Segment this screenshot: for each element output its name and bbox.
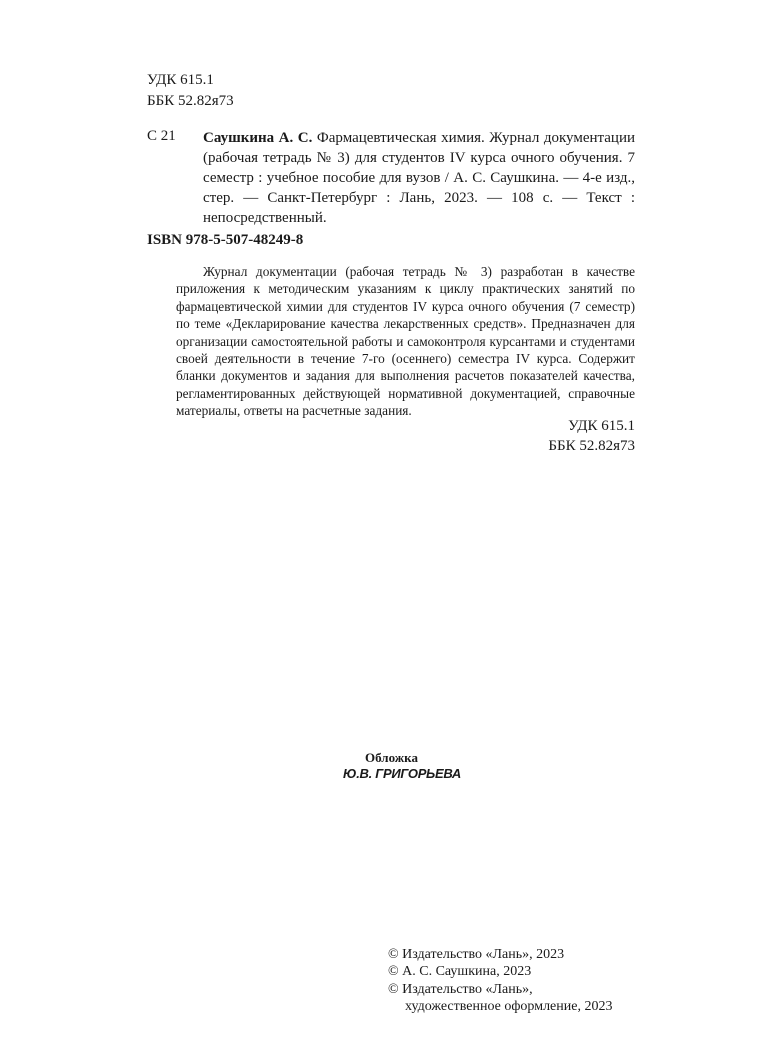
udk-code-right: УДК 615.1	[568, 418, 635, 434]
author-heading: Саушкина А. С.	[203, 130, 313, 146]
copyright-author: © А. С. Саушкина, 2023	[388, 964, 532, 980]
bbk-code: ББК 52.82я73	[147, 93, 234, 109]
classification-codes-right	[548, 416, 635, 456]
bibliographic-description: Фармацевтическая химия. Журнал документации (рабочая тетрадь № 3) для студентов IV курса очного обучения. 7 семестр : учебное пособие для вузов / А. С. Саушкина. — 4-е изд., стер. — Санкт-Петербург : Лань, 2023. — 108 с. — Текст : непосредственный.	[203, 130, 636, 226]
copyright-block	[388, 946, 612, 1016]
udk-code: УДК 615.1	[147, 72, 214, 88]
isbn: ISBN 978-5-507-48249-8	[147, 232, 304, 248]
bibliographic-entry	[203, 128, 635, 228]
copyright-publisher: © Издательство «Лань», 2023	[388, 947, 565, 962]
copyright-design: © Издательство «Лань»,	[388, 981, 533, 997]
cover-label: Обложка	[365, 750, 418, 765]
bbk-code-right: ББК 52.82я73	[548, 438, 635, 454]
cover-artist: Ю.В. ГРИГОРЬЕВА	[343, 766, 462, 781]
annotation: Журнал документации (рабочая тетрадь № 3) разработан в качестве приложения к методическим указаниям к циклу практических занятий по фармацевтической химии для студентов IV курса очного обучения (7 семестр) по теме «Декларирование качества лекарственных средств». Предназначен для организации самостоятельной работы и самоконтроля курсантами и студентами своей деятельности в течение 7-го (осеннего) семестра IV курса. Содержит бланки документов и задания для выполнения расчетов показателей качества, регламентированных действующей нормативной документацией, справочные материалы, ответы на расчетные задания.	[176, 264, 635, 419]
author-mark: С 21	[147, 128, 176, 144]
classification-codes	[147, 70, 234, 112]
copyright-design-continued: художественное оформление, 2023	[405, 999, 613, 1015]
